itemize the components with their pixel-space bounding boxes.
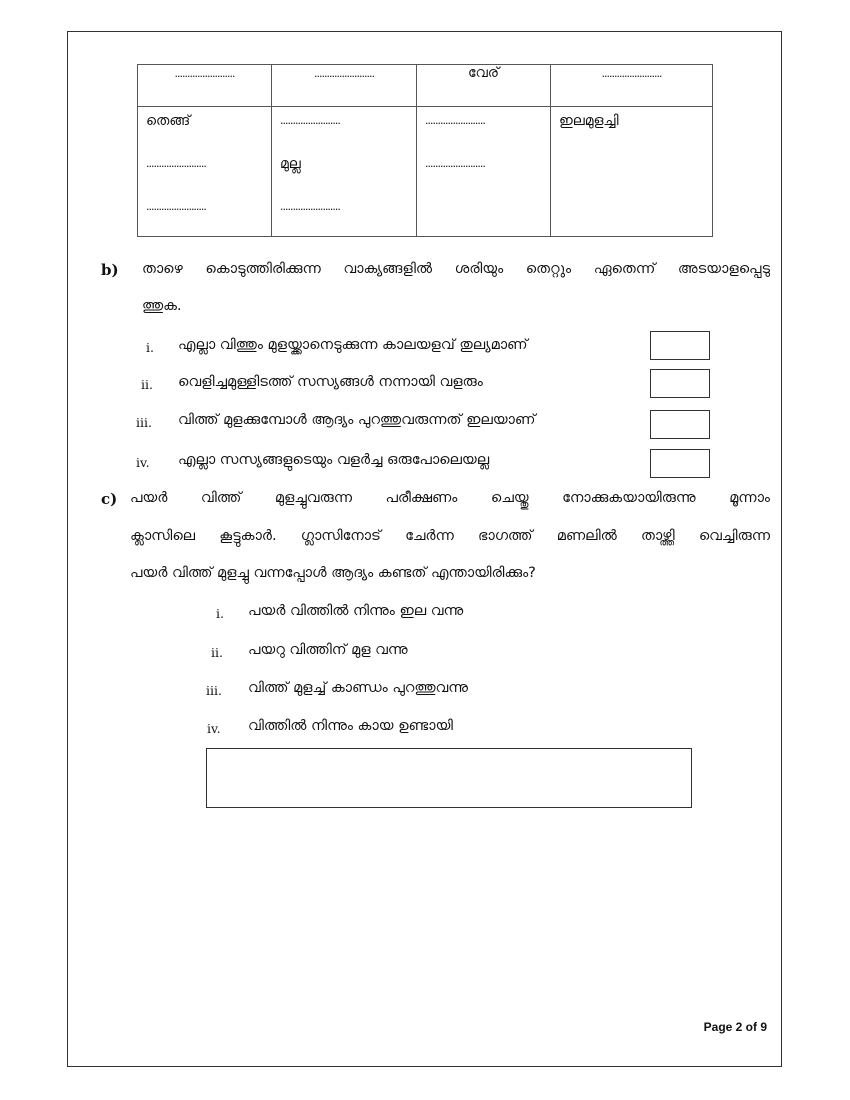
answer-box-large[interactable] bbox=[206, 748, 692, 808]
question-b-line-2: ത്തുക. bbox=[142, 298, 182, 314]
question-c-label: c) bbox=[101, 490, 118, 508]
answer-box[interactable] bbox=[650, 449, 710, 478]
fill-in-table bbox=[137, 64, 713, 237]
option-number: i. bbox=[216, 606, 224, 621]
item-number: i. bbox=[146, 340, 154, 355]
answer-box[interactable] bbox=[650, 331, 710, 360]
option-text: പയർ വിത്തിൽ നിന്നും ഇല വന്നു bbox=[248, 603, 464, 619]
statement-text: എല്ലാ വിത്തും മുളയ്ക്കാനെടുക്കുന്ന കാലയളവ് തുല്യമാണ് bbox=[178, 337, 528, 353]
table-header-cell: ........................ bbox=[138, 65, 272, 107]
table-header-row bbox=[138, 65, 713, 107]
option-number: iii. bbox=[206, 683, 222, 698]
table-cell: തെങ്ങ് ........................ ........................ bbox=[138, 107, 272, 237]
question-c-line-3: പയർ വിത്ത് മുളച്ചു വന്നപ്പോൾ ആദ്യം കണ്ടത് എന്തായിരിക്കും? bbox=[130, 565, 536, 581]
option-number: ii. bbox=[211, 645, 223, 660]
option-text: വിത്തിൽ നിന്നും കായ ഉണ്ടായി bbox=[248, 718, 453, 734]
table-row bbox=[138, 107, 713, 237]
option-text: പയറു വിത്തിന് മുള വന്നു bbox=[248, 642, 408, 658]
page-number: Page 2 of 9 bbox=[703, 1020, 767, 1034]
item-number: ii. bbox=[141, 377, 153, 392]
statement-text: വെളിച്ചമുള്ളിടത്ത് സസ്യങ്ങൾ നന്നായി വളരും bbox=[178, 374, 483, 390]
item-number: iii. bbox=[136, 415, 152, 430]
option-number: iv. bbox=[207, 721, 221, 736]
answer-box[interactable] bbox=[650, 369, 710, 398]
table-header-cell: വേര് bbox=[417, 65, 551, 107]
option-text: വിത്ത് മുളച്ച് കാണ്ഡം പുറത്തുവന്നു bbox=[248, 680, 468, 696]
statement-text: വിത്ത് മുളക്കുമ്പോൾ ആദ്യം പുറത്തുവരുന്നത് ഇലയാണ് bbox=[178, 412, 536, 428]
answer-box[interactable] bbox=[650, 410, 710, 439]
table-cell: ഇലമുളച്ചി bbox=[551, 107, 713, 237]
table-cell: ........................ ........................ bbox=[417, 107, 551, 237]
item-number: iv. bbox=[136, 455, 150, 470]
question-c-line-1: പയർ വിത്ത് മുളച്ചുവരുന്ന പരീക്ഷണം ചെയ്തു നോക്കുകയായിരുന്നു മൂന്നാം bbox=[130, 490, 770, 506]
question-b-line-1: താഴെ കൊടുത്തിരിക്കുന്ന വാക്യങ്ങളിൽ ശരിയും തെറ്റും ഏതെന്ന് അടയാളപ്പെടു bbox=[142, 261, 770, 277]
table-header-cell: ........................ bbox=[551, 65, 713, 107]
table-cell: ........................ മുല്ല ........................ bbox=[272, 107, 417, 237]
question-b-label: b) bbox=[101, 261, 119, 279]
table-header-cell: ........................ bbox=[272, 65, 417, 107]
question-c-line-2: ക്ലാസിലെ കൂട്ടുകാർ. ഗ്ലാസിനോട് ചേർന്ന ഭാഗത്ത് മണലിൽ താഴ്ത്തി വെച്ചിരുന്ന bbox=[130, 528, 770, 544]
statement-text: എല്ലാ സസ്യങ്ങളുടെയും വളർച്ച ഒരുപോലെയല്ല bbox=[178, 452, 490, 468]
